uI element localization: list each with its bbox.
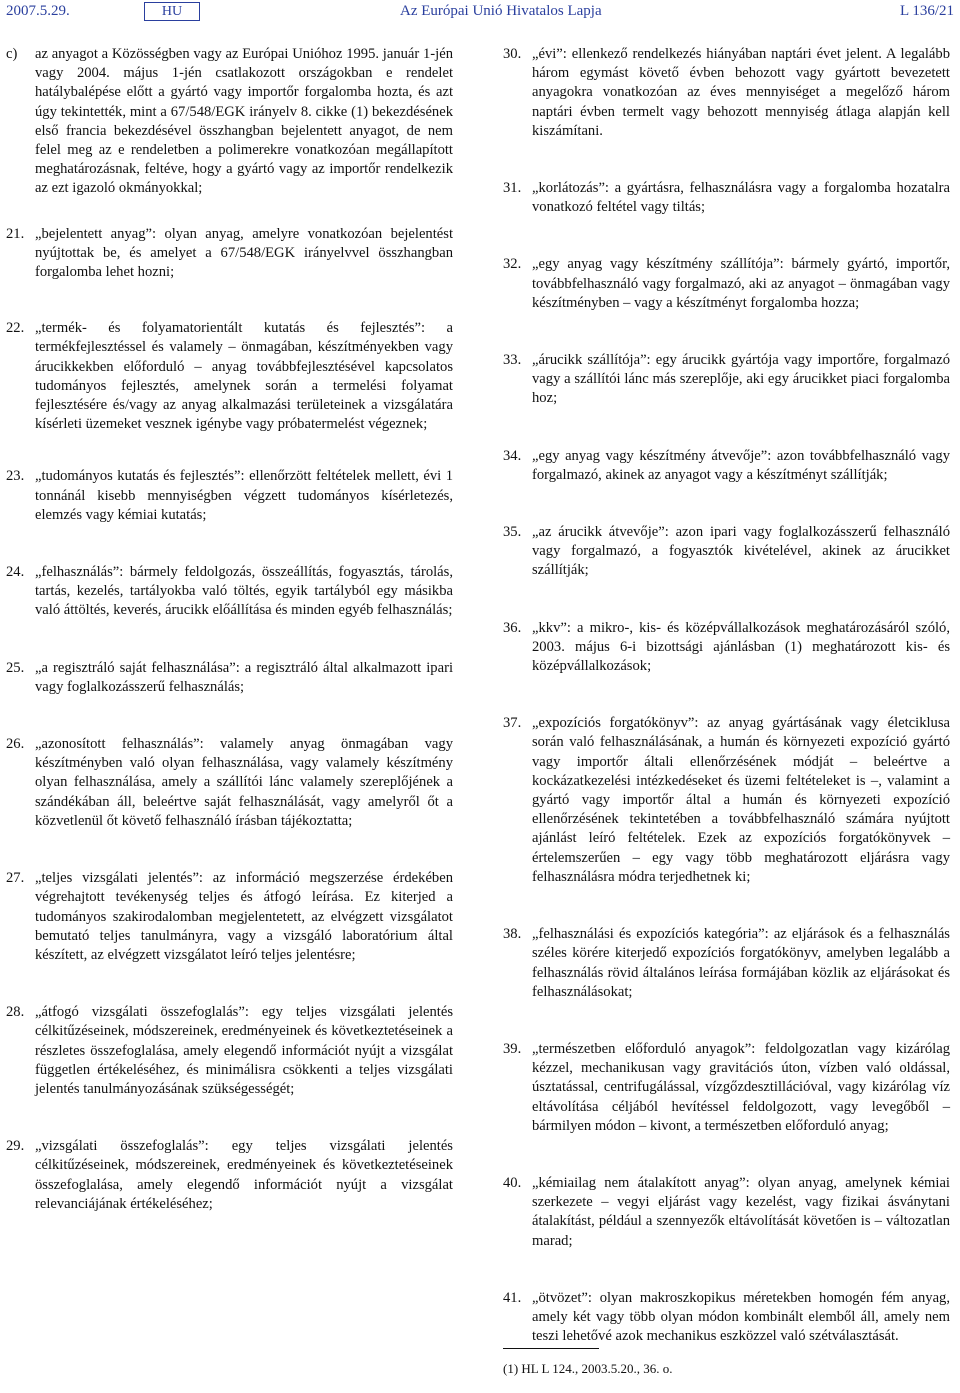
item-text: „a regisztráló saját felhasználása”: a regisztráló által alkalmazott ipari vagy foglalkozásszerű felhasználás; xyxy=(35,659,453,695)
item-number: 27. xyxy=(6,870,25,887)
item-text: „ötvözet”: olyan makroszkopikus méretekben homogén fém anyag, amely két vagy több olyan módon kombinált elemből áll, amely nem teszi lehetővé azok mechanikus eszközzel való szétválasztását. xyxy=(532,1289,950,1345)
item-number: 41. xyxy=(503,1289,522,1306)
left-column xyxy=(6,45,453,1214)
definition-item xyxy=(6,319,453,434)
page-reference: L 136/21 xyxy=(899,3,954,19)
item-number: 22. xyxy=(6,320,25,337)
item-number: 32. xyxy=(503,256,522,273)
item-number: 29. xyxy=(6,1138,25,1155)
item-text: „expozíciós forgatókönyv”: az anyag gyártásának vagy életciklusa során való felhasználásának, a humán és környezeti expozíció gyártó vagy importőr általi ellenőrzésének módját – beleértve a kockázatkezelési intézkedéseket és üzemi feltételeket is –, valamint a gyártó vagy importőr által a humán és környezeti expozíció ellenőrzésének tekintetében a továbbfelhasználó számára nyújtott ajánlást leíró feltételek. Ezek az expozíciós forgatókönyvek – értelemszerűen – egy vagy több meghatározott eljárásra vagy felhasználásra módra terjedhetnek ki; xyxy=(532,715,950,885)
definition-item xyxy=(503,523,950,581)
right-column xyxy=(503,45,950,1346)
page-header xyxy=(0,0,960,26)
item-text: „az árucikk átvevője”: azon ipari vagy foglalkozásszerű felhasználó vagy forgalmazó, a fogyasztók kivételével, akinek az árucikket szállítják; xyxy=(532,524,950,579)
item-text: „bejelentett anyag”: olyan anyag, amelyre vonatkozóan bejelentést nyújtottak be, és amelyet a 67/548/EGK irányelvvel összhangban forgalomba lehet hozni; xyxy=(35,225,453,281)
item-number: 38. xyxy=(503,926,522,943)
item-text: „kkv”: a mikro-, kis- és középvállalkozások meghatározásáról szóló, 2003. május 6-i bizottsági ajánlásban (1) meghatározott kis- és középvállalkozások; xyxy=(532,619,950,675)
item-text: az anyagot a Közösségben vagy az Európai Unióhoz 1995. január 1-jén vagy 2004. május 1-jén csatlakozott országokban e rendelet hatálybalépése előtt a gyártó vagy importőr forgalomba hozta, és azt úgy tekintették, mint a 67/548/EGK irányelv 8. cikke (1) bekezdésének első francia bekezdésével összhangban bejelentett anyagot, de nem felel meg az e rendeletben a polimerekre vonatkozóan megállapított meghatározásnak, feltéve, hogy a gyártó vagy az importőr rendelkezik az ezt igazoló okmányokkal; xyxy=(35,46,453,197)
item-text: „évi”: ellenkező rendelkezés hiányában naptári évet jelent. A legalább három egymást követő évben behozott vagy gyártott bevezetett anyagokra vonatkozóan az éves mennyiséget a megelőző három naptári évben termelt vagy behozott mennyiség átlaga alapján kell kiszámítani. xyxy=(532,46,950,139)
item-text: „felhasználás”: bármely feldolgozás, összeállítás, fogyasztás, tárolás, tartás, kezelés, tartályokba való töltés, egyik tartályból egy másikba való áttöltés, keverés, árucikk előállítása és minden egyéb felhasználás; xyxy=(35,564,453,619)
publication-date: 2007.5.29. xyxy=(6,3,70,19)
item-text: „felhasználási és expozíciós kategória”: az eljárások és a felhasználás széles körére kiterjedő expozíciós forgatókönyv, amelyben legalább a felhasználás rövid általános leírása formájában közlik az eljárásokat és felhasználásokat; xyxy=(532,926,950,1000)
item-text: „termék- és folyamatorientált kutatás és fejlesztés”: a termékfejlesztéssel és valamely – önmagában, készítményekben vagy árucikkekben előforduló – anyag továbbfejlesztésével kapcsolatos tudományos fejlesztés, amelynek során a termelési folyamat fejlesztésére és/vagy az anyag alkalmazási területeinek a vizsgálatára kísérleti üzemeket vesznek igénybe vagy próbatermelést végeznek; xyxy=(35,320,453,433)
item-number: 33. xyxy=(503,352,522,369)
definition-item xyxy=(503,1289,950,1347)
footnote-divider xyxy=(503,1348,599,1349)
definition-item xyxy=(6,735,453,831)
item-text: „tudományos kutatás és fejlesztés”: ellenőrzött feltételek mellett, évi 1 tonnánál kisebb mennyiségben végzett tudományos kísérletezés, elemzés vagy kémiai kutatás; xyxy=(35,468,453,523)
definition-item xyxy=(6,1137,453,1214)
item-text: „egy anyag vagy készítmény szállítója”: bármely gyártó, importőr, továbbfelhasználó vagy forgalmazó, aki az anyagot – önmagában vagy készítményben – vagy a készítményt forgalomba hozza; xyxy=(532,256,950,311)
item-number: 39. xyxy=(503,1040,522,1057)
definition-item xyxy=(503,255,950,313)
item-number: 26. xyxy=(6,736,25,753)
definition-item xyxy=(6,45,453,199)
item-number: 34. xyxy=(503,447,522,464)
definition-item xyxy=(503,1040,950,1136)
item-number: 30. xyxy=(503,46,522,62)
item-text: „árucikk szállítója”: egy árucikk gyártója vagy importőre, forgalmazó vagy a szállítói lánc más szereplője, aki egy árucikket piaci forgalomba hoz; xyxy=(532,352,950,407)
item-number: 21. xyxy=(6,225,25,242)
item-text: „egy anyag vagy készítmény átvevője”: azon továbbfelhasználó vagy forgalmazó, akinek az anyagot vagy a készítményt szállítják; xyxy=(532,447,950,483)
definition-item xyxy=(503,619,950,677)
item-text: „természetben előforduló anyagok”: feldolgozatlan vagy kizárólag kézzel, mechanikusan vagy gravitációs úton, vízben való oldással, úsztatással, centrifugálással, vízgőzdesztillációval, vagy kizárólag víz eltávolítása céljából hevítéssel feldolgozott, vagy levegőből – bármilyen módon – kivont, a természetben előforduló anyag; xyxy=(532,1040,950,1134)
definition-item xyxy=(6,563,453,621)
definition-item xyxy=(6,225,453,283)
language-badge: HU xyxy=(144,2,200,21)
definition-item xyxy=(503,179,950,217)
item-text: „átfogó vizsgálati összefoglalás”: egy teljes vizsgálati jelentés célkitűzéseinek, módszereinek, eredményeinek és következtetéseinek a részletes összefoglalása, amely elegendő információt nyújt a vizsgálat független értékeléséhez, és minimálisra csökkenti a teljes vizsgálati jelentés tanulmányozásának szükségességét; xyxy=(35,1004,453,1097)
footnote: (1) HL L 124., 2003.5.20., 36. o. xyxy=(503,1361,673,1376)
journal-title: Az Európai Unió Hivatalos Lapja xyxy=(400,3,602,19)
item-number: 23. xyxy=(6,468,25,485)
definition-item xyxy=(6,659,453,697)
item-number: c) xyxy=(6,46,18,62)
definition-item xyxy=(503,1174,950,1251)
item-number: 25. xyxy=(6,659,25,676)
item-number: 31. xyxy=(503,180,522,197)
item-text: „korlátozás”: a gyártásra, felhasználásra vagy a forgalomba hozatalra vonatkozó feltétel vagy tiltás; xyxy=(532,180,950,216)
item-number: 28. xyxy=(6,1004,25,1021)
definition-item xyxy=(503,447,950,485)
item-text: „azonosított felhasználás”: valamely anyag önmagában vagy készítményben való olyan felhasználása, vagy valamely készítmény olyan felhasználása, amely a szállítói lánc valamely szereplőjének a szándékában áll, beleértve saját felhasználását, vagy amelyről őt a közvetlenül őt követő felhasználó írásban tájékoztatta; xyxy=(35,736,453,829)
item-text: „kémiailag nem átalakított anyag”: olyan anyag, amelynek kémiai szerkezete – vegyi eljárást vagy kezelést, vagy fizikai ásványtani átalakítást, például a szennyezők eltávolítását követően is – változatlan marad; xyxy=(532,1174,950,1249)
definition-item xyxy=(503,714,950,887)
definition-item xyxy=(6,1003,453,1099)
item-number: 35. xyxy=(503,524,522,541)
item-number: 24. xyxy=(6,564,25,581)
definition-item xyxy=(6,467,453,525)
definition-item xyxy=(6,869,453,965)
item-text: „teljes vizsgálati jelentés”: az információ megszerzése érdekében végrehajtott tevékenység teljes és átfogó leírása. Ez kiterjed a tudományos szakirodalomban megjelentetett, az elvégzett vizsgálatot bemutató teljes tanulmányra, vagy a vizsgáló laboratórium által készített, az elvégzett vizsgálatot leíró teljes jelentésre; xyxy=(35,870,453,963)
definition-item xyxy=(503,351,950,409)
item-text: „vizsgálati összefoglalás”: egy teljes vizsgálati jelentés célkitűzéseinek, módszereinek, eredményeinek és következtetéseinek összefoglalása, amely elegendő információt nyújt a vizsgálat relevanciájának értékeléséhez; xyxy=(35,1138,453,1212)
definition-item xyxy=(503,925,950,1002)
definition-item xyxy=(503,45,950,141)
item-number: 37. xyxy=(503,715,522,732)
item-number: 36. xyxy=(503,619,522,636)
item-number: 40. xyxy=(503,1174,522,1191)
